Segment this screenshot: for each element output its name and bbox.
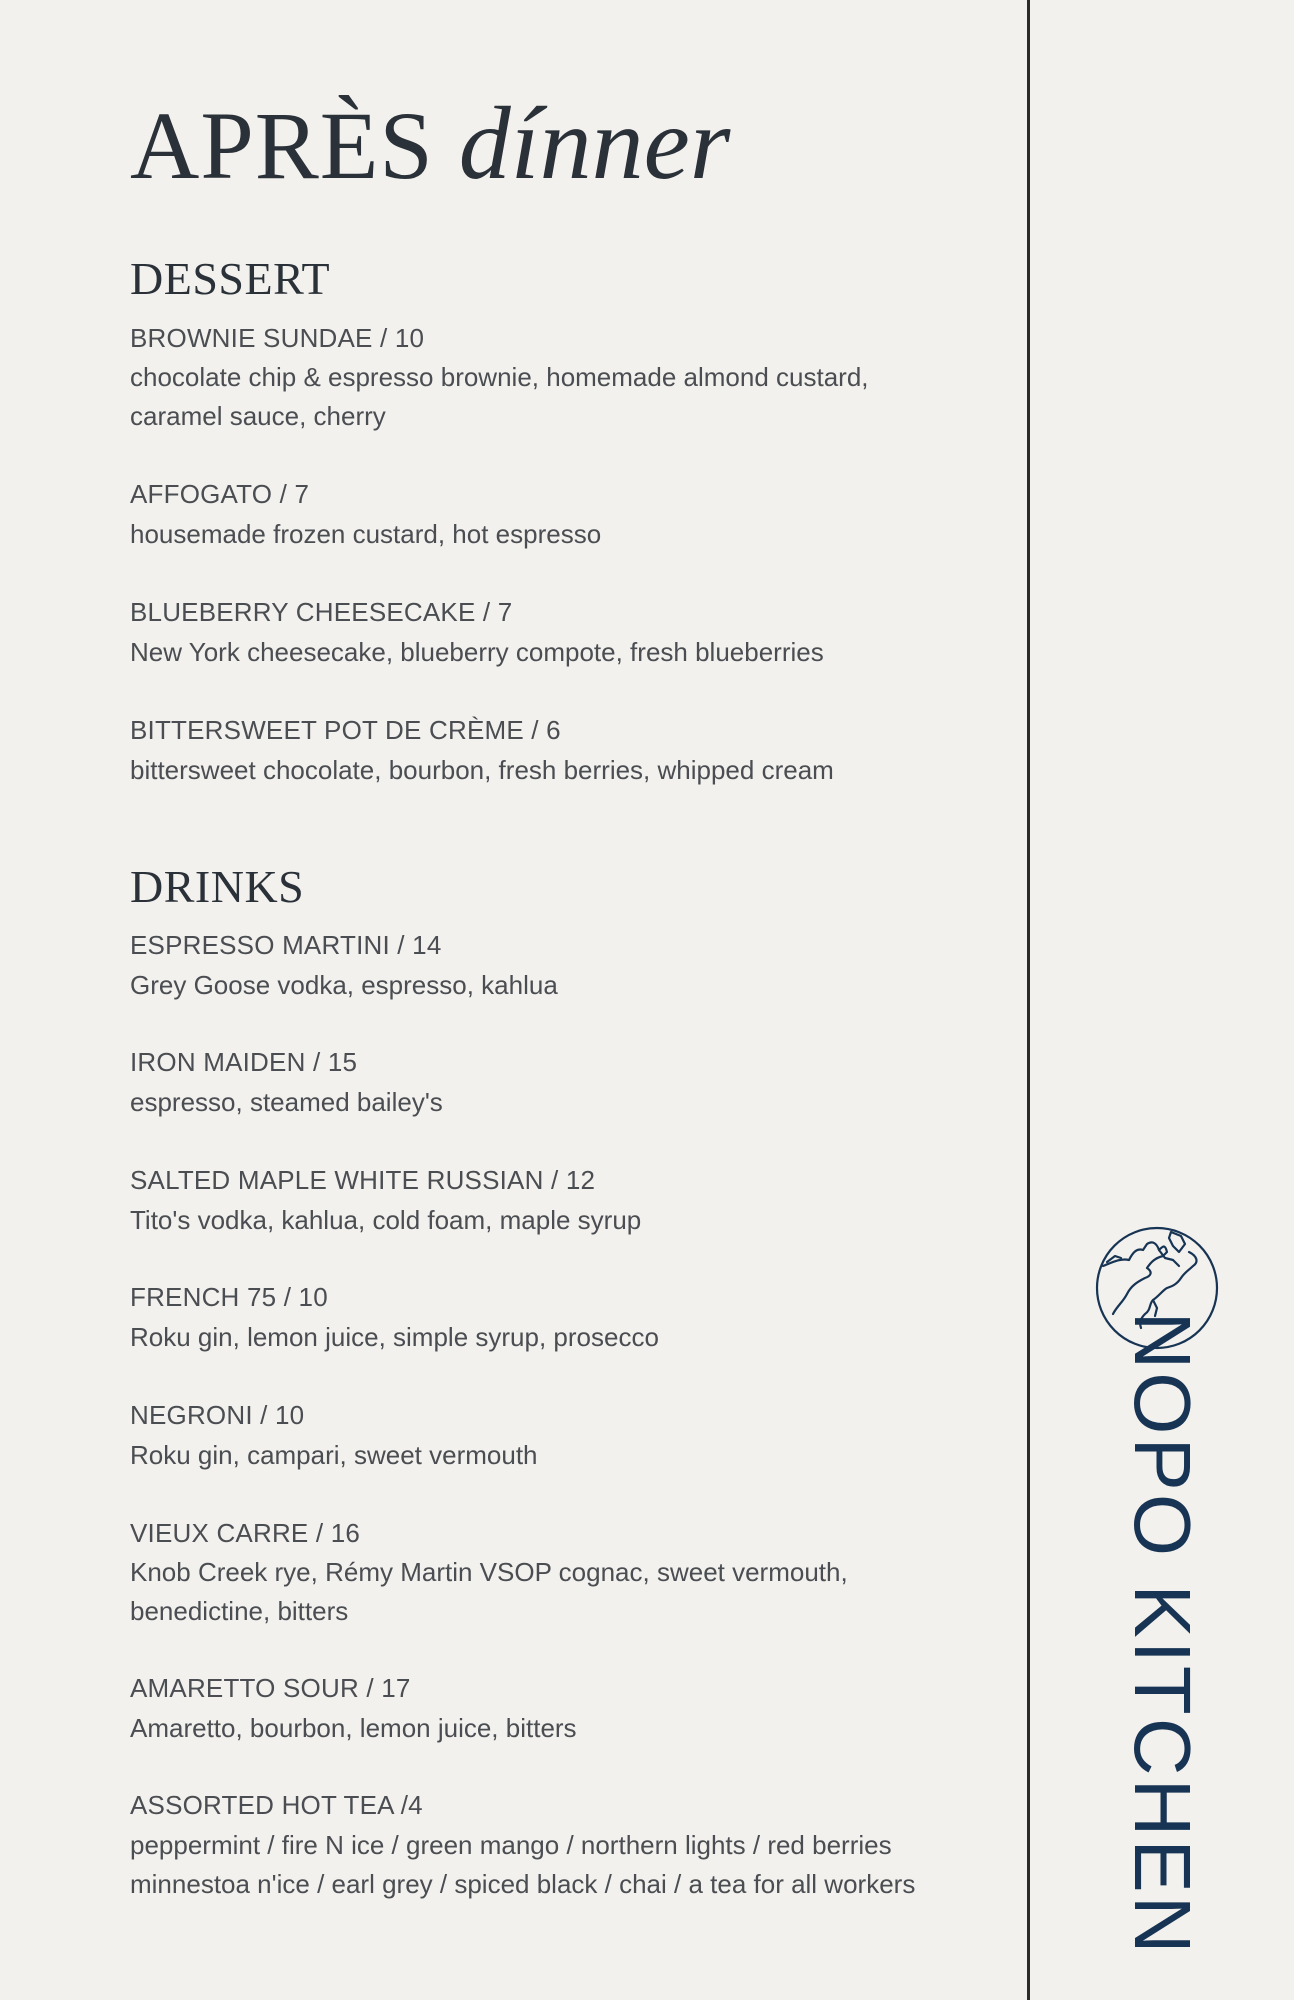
menu-item-description — [130, 515, 970, 554]
menu-item-description — [130, 1553, 970, 1631]
menu-item-title: SALTED MAPLE WHITE RUSSIAN / 12 — [130, 1165, 596, 1195]
menu-item-description — [130, 1083, 970, 1122]
description-line: Roku gin, campari, sweet vermouth — [130, 1440, 538, 1470]
menu-item-description — [130, 1826, 970, 1904]
menu-item-title: FRENCH 75 / 10 — [130, 1282, 328, 1312]
section-heading-dessert: DESSERT — [130, 253, 331, 304]
description-line: peppermint / fire N ice / green mango / northern lights / red berries — [130, 1830, 892, 1860]
page-title-main: APRÈS — [130, 92, 434, 199]
menu-item-title: VIEUX CARRE / 16 — [130, 1518, 361, 1548]
menu-item-title: BLUEBERRY CHEESECAKE / 7 — [130, 597, 513, 627]
description-line: Tito's vodka, kahlua, cold foam, maple syrup — [130, 1205, 642, 1235]
menu-item-description — [130, 751, 970, 790]
description-line: Grey Goose vodka, espresso, kahlua — [130, 970, 558, 1000]
menu-item-title: BROWNIE SUNDAE / 10 — [130, 323, 425, 353]
page-title-script: dínner — [458, 86, 731, 201]
menu-item-description — [130, 358, 970, 436]
description-line: chocolate chip & espresso brownie, homemade almond custard, — [130, 362, 869, 392]
menu-item-description — [130, 1709, 970, 1748]
menu-item-description — [130, 1201, 970, 1240]
description-line: Amaretto, bourbon, lemon juice, bitters — [130, 1713, 577, 1743]
menu-item-title: NEGRONI / 10 — [130, 1400, 305, 1430]
description-line: housemade frozen custard, hot espresso — [130, 519, 602, 549]
menu-item-description — [130, 633, 970, 672]
menu-item-title: AMARETTO SOUR / 17 — [130, 1673, 411, 1703]
menu-item-title: ESPRESSO MARTINI / 14 — [130, 930, 442, 960]
description-line: minnestoa n'ice / earl grey / spiced black / chai / a tea for all workers — [130, 1869, 916, 1899]
description-line: espresso, steamed bailey's — [130, 1087, 443, 1117]
description-line: bittersweet chocolate, bourbon, fresh berries, whipped cream — [130, 755, 834, 785]
description-line: New York cheesecake, blueberry compote, fresh blueberries — [130, 637, 824, 667]
menu-item-description — [130, 966, 970, 1005]
brand-name: NOPO KITCHEN — [1118, 1311, 1207, 1957]
menu-item-description — [130, 1436, 970, 1475]
description-line: Roku gin, lemon juice, simple syrup, prosecco — [130, 1322, 659, 1352]
description-line: caramel sauce, cherry — [130, 401, 386, 431]
vertical-divider — [1027, 0, 1030, 2000]
menu-item-title: IRON MAIDEN / 15 — [130, 1047, 358, 1077]
section-heading-drinks: DRINKS — [130, 861, 305, 912]
menu-item-title: AFFOGATO / 7 — [130, 479, 310, 509]
menu-item-description — [130, 1318, 970, 1357]
page-title — [130, 84, 730, 203]
description-line: benedictine, bitters — [130, 1596, 349, 1626]
description-line: Knob Creek rye, Rémy Martin VSOP cognac, sweet vermouth, — [130, 1557, 848, 1587]
menu-item-title: BITTERSWEET POT DE CRÈME / 6 — [130, 715, 561, 745]
menu-item-title: ASSORTED HOT TEA /4 — [130, 1790, 423, 1820]
